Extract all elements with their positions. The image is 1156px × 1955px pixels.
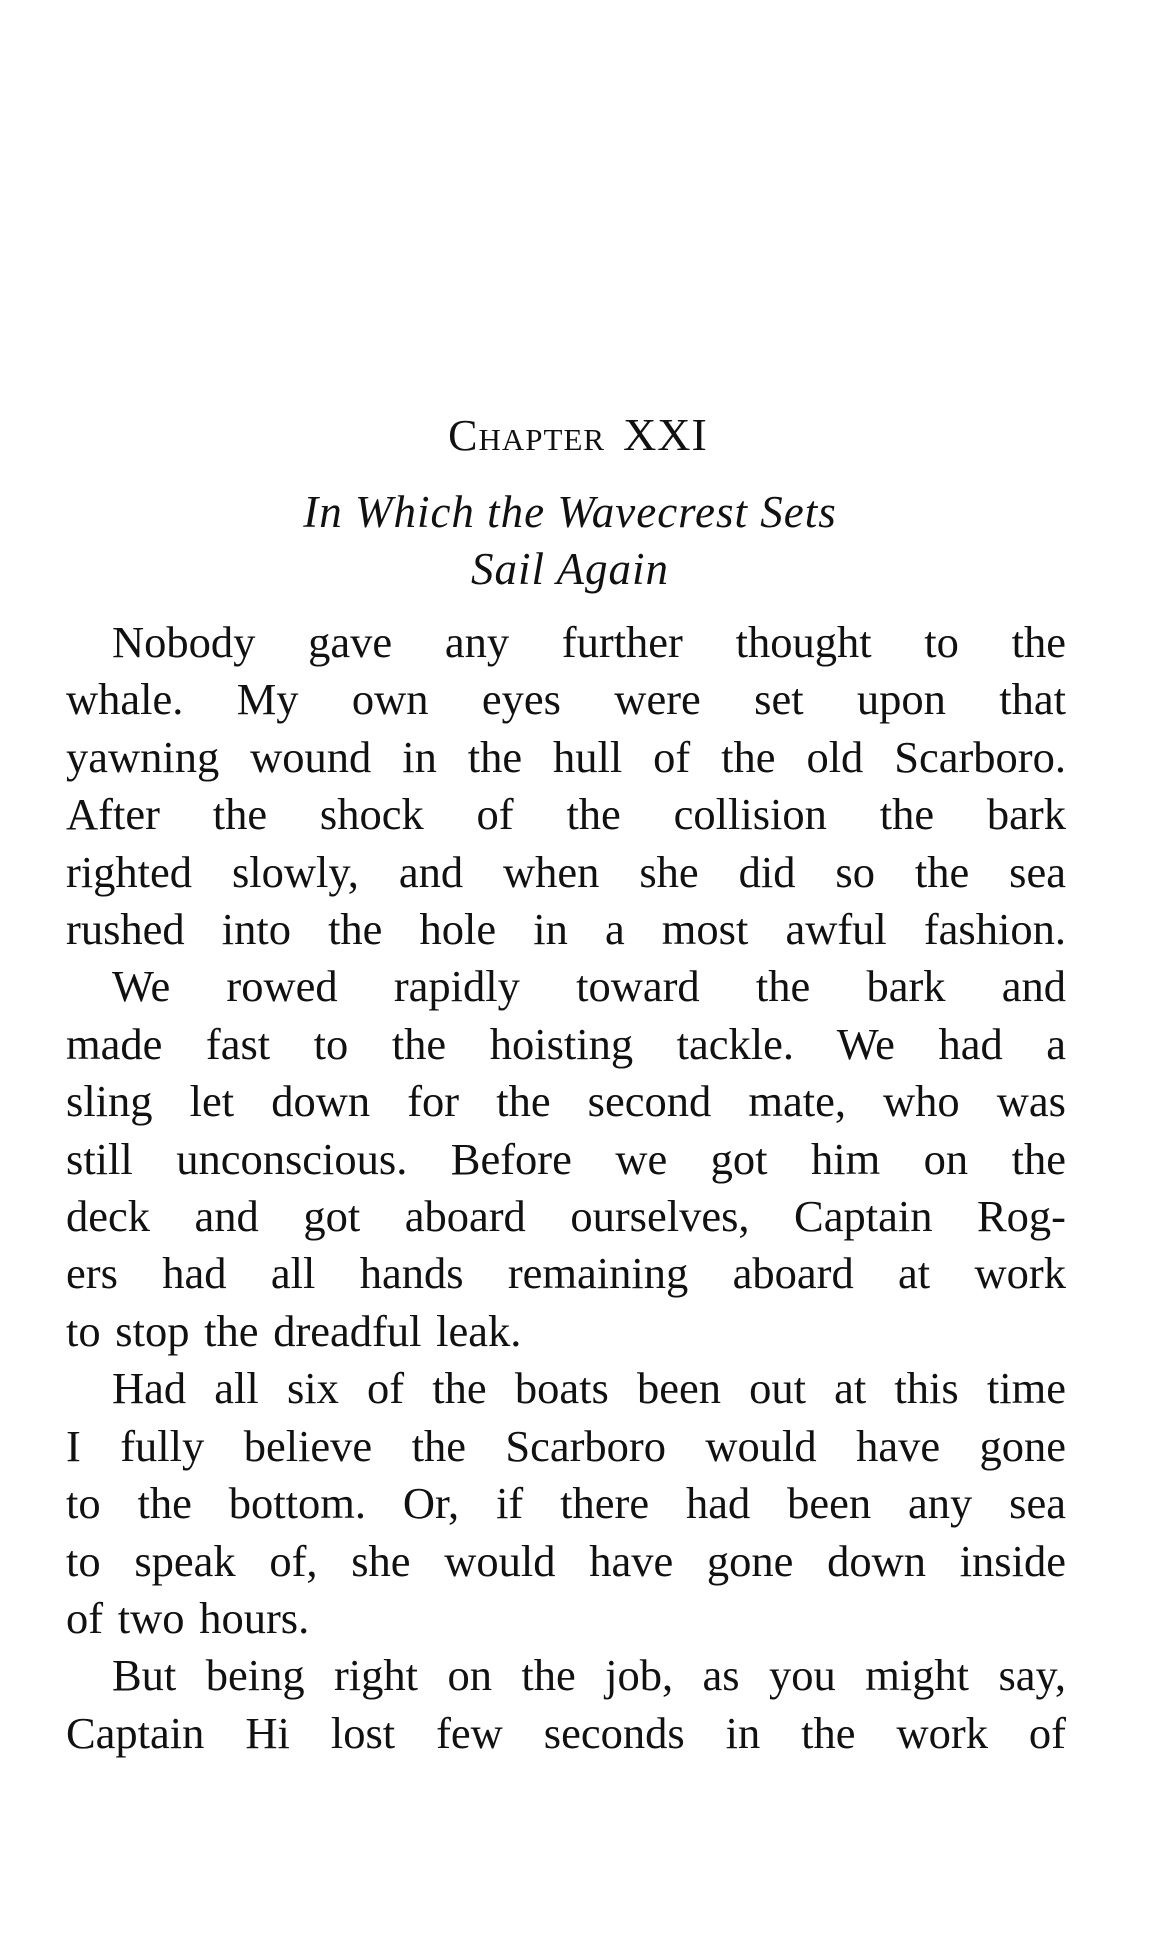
text-line: Nobody gave any further thought to the <box>112 617 1066 667</box>
text-line: righted slowly, and when she did so the sea <box>66 846 1066 897</box>
paragraph <box>66 1360 1066 1647</box>
text-line: I fully believe the Scarboro would have gone <box>66 1420 1066 1471</box>
text-line: ers had all hands remaining aboard at work <box>66 1248 1066 1299</box>
text-line: to stop the dreadful leak. <box>66 1305 522 1356</box>
text-line: Captain Hi lost few seconds in the work of <box>66 1707 1066 1758</box>
text-line: rushed into the hole in a most awful fashion. <box>66 904 1066 955</box>
text-line: yawning wound in the hull of the old Scarboro. <box>66 731 1066 782</box>
paragraph <box>66 614 1066 958</box>
chapter-subtitle-line-1: In Which the Wavecrest Sets <box>303 487 837 537</box>
body-text <box>66 614 1066 1762</box>
text-line: to speak of, she would have gone down inside <box>66 1535 1066 1586</box>
text-line: We rowed rapidly toward the bark and <box>112 961 1066 1012</box>
paragraph <box>66 1647 1066 1762</box>
text-line: After the shock of the collision the bark <box>66 789 1066 840</box>
text-line: made fast to the hoisting tackle. We had a <box>66 1018 1066 1069</box>
text-line: of two hours. <box>66 1592 310 1643</box>
chapter-number: XXI <box>623 409 708 460</box>
chapter-label: Chapter <box>448 411 606 460</box>
text-line: But being right on the job, as you might say, <box>112 1650 1066 1701</box>
paragraph <box>66 958 1066 1360</box>
chapter-heading <box>0 408 1156 461</box>
text-line: whale. My own eyes were set upon that <box>66 674 1066 725</box>
text-line: deck and got aboard ourselves, Captain Rog- <box>66 1191 1066 1242</box>
text-line: sling let down for the second mate, who was <box>66 1076 1066 1127</box>
chapter-subtitle-line-2: Sail Again <box>471 544 669 594</box>
text-line: still unconscious. Before we got him on the <box>66 1133 1066 1184</box>
chapter-subtitle <box>200 484 940 598</box>
text-line: Had all six of the boats been out at this time <box>112 1363 1066 1414</box>
text-line: to the bottom. Or, if there had been any sea <box>66 1478 1066 1529</box>
